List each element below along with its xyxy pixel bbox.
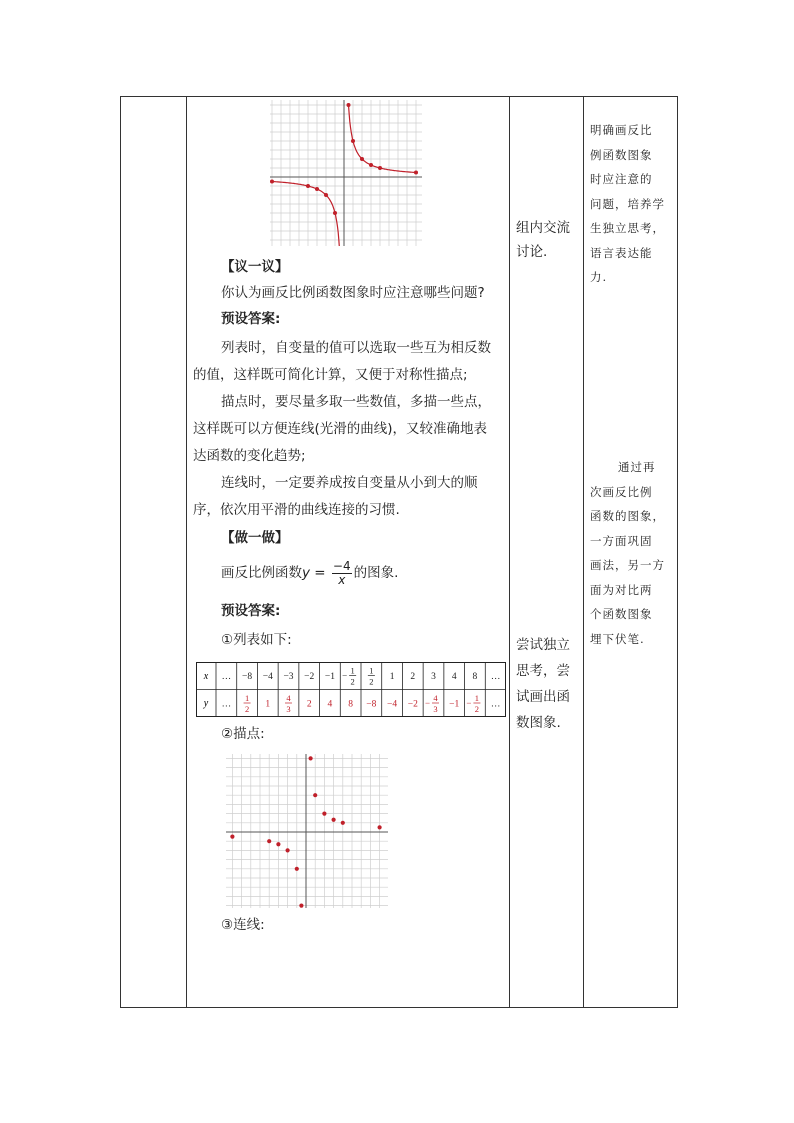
- plotted-point: [378, 825, 382, 829]
- discuss-p2-line2: 这样既可以方便连线(光滑的曲线)，又较准确地表: [193, 421, 488, 437]
- curve-point: [369, 163, 373, 167]
- table-cell: 1: [389, 672, 395, 682]
- discuss-question: 你认为画反比例函数图象时应注意哪些问题?: [221, 285, 485, 301]
- table-cell: 3: [431, 672, 436, 682]
- table-cell-num: 4: [433, 693, 438, 703]
- value-table-grid: [196, 662, 506, 717]
- table-cell: 8: [472, 672, 478, 682]
- plotted-point: [286, 848, 290, 852]
- design-intent-1-line6: 语言表达能: [590, 245, 653, 260]
- table-cell-num: 1: [369, 665, 374, 676]
- table-cell-num: 1: [474, 693, 480, 703]
- column-divider-2: [509, 96, 510, 1008]
- table-cell: 4: [327, 699, 333, 710]
- curve-point: [378, 166, 382, 170]
- table-cell: 2: [306, 699, 312, 710]
- discuss-p1-line2: 的值，这样既可简化计算，又便于对称性描点;: [193, 367, 468, 383]
- curve-point: [351, 139, 355, 143]
- table-cell-den: 3: [286, 704, 291, 714]
- do-task-numerator: −4: [332, 558, 351, 573]
- curve-point: [360, 157, 364, 161]
- table-cell-den: 3: [433, 704, 438, 714]
- plotted-point: [332, 818, 336, 822]
- student-activity-2-line1: 尝试独立: [516, 637, 570, 653]
- plotted-point: [309, 756, 313, 760]
- table-cell: …: [490, 672, 501, 682]
- table-cell: −4: [387, 699, 398, 710]
- do-answer-label: 预设答案:: [221, 603, 281, 619]
- design-intent-2: [590, 455, 674, 651]
- discuss-p2-line1: 描点时，要尽量多取一些数值，多描一些点，: [221, 394, 491, 410]
- table-cell: −8: [242, 672, 253, 682]
- do-heading: 【做一做】: [221, 530, 289, 546]
- table-cell: 4: [451, 672, 457, 682]
- student-activity-2: [516, 632, 580, 736]
- design-intent-2-line5: 画法，另一方: [590, 558, 665, 572]
- table-cell-num: 4: [286, 693, 291, 703]
- student-activity-1-line2: 讨论.: [516, 244, 548, 260]
- table-cell-sign: −: [424, 698, 431, 708]
- student-activity-2-line3: 试画出函: [516, 689, 570, 705]
- hyperbola-branch: [349, 105, 417, 173]
- discuss-p1-line1: 列表时，自变量的值可以选取一些互为相反数: [221, 340, 491, 356]
- table-cell: −8: [366, 699, 377, 710]
- design-intent-2-line3: 函数的图象，: [590, 509, 665, 523]
- table-x-label: x: [203, 671, 209, 682]
- curve-point: [315, 187, 319, 191]
- do-step3: ③连线:: [221, 917, 265, 933]
- design-intent-1-line1: 明确画反比: [590, 123, 653, 137]
- student-activity-1: [516, 216, 580, 264]
- table-cell: −1: [324, 672, 335, 682]
- plotted-point: [299, 904, 303, 908]
- hyperbola-graph-top: [270, 100, 422, 246]
- design-intent-1: [590, 118, 674, 290]
- column-divider-3: [583, 96, 584, 1008]
- table-cell: −2: [304, 672, 315, 682]
- table-cell: 2: [410, 672, 416, 682]
- table-cell-num: 1: [350, 665, 355, 676]
- plotted-point: [341, 821, 345, 825]
- plotted-point: [322, 812, 326, 816]
- table-cell: 8: [348, 699, 354, 710]
- table-cell-den: 2: [474, 704, 480, 714]
- table-cell-sign: −: [342, 670, 348, 681]
- table-cell-num: 1: [244, 693, 250, 703]
- design-intent-2-line1: 通过再: [618, 460, 656, 474]
- table-cell-den: 2: [350, 676, 355, 687]
- curve-point: [414, 171, 418, 175]
- design-intent-2-line8: 埋下伏笔.: [590, 631, 645, 646]
- table-cell: …: [221, 699, 232, 710]
- table-cell: 1: [265, 699, 271, 710]
- student-activity-2-line2: 思考，尝: [516, 663, 570, 679]
- design-intent-2-line2: 次画反比例: [590, 484, 653, 499]
- do-step2: ②描点:: [221, 726, 265, 742]
- design-intent-2-line6: 面为对比两: [590, 582, 653, 597]
- do-step1: ①列表如下:: [221, 632, 292, 648]
- value-table: [196, 662, 506, 717]
- table-cell: −3: [283, 672, 294, 682]
- curve-point: [324, 193, 328, 197]
- student-activity-2-line4: 数图象.: [516, 715, 561, 731]
- do-task: [221, 556, 398, 590]
- curve-point: [333, 211, 337, 215]
- design-intent-1-line5: 生独立思考，: [590, 221, 665, 235]
- discuss-p3-line1: 连线时，一定要养成按自变量从小到大的顺: [221, 475, 478, 491]
- discuss-p2-line3: 达函数的变化趋势;: [193, 448, 306, 464]
- design-intent-1-line2: 例函数图象: [590, 147, 653, 162]
- design-intent-1-line4: 问题，培养学: [590, 196, 665, 211]
- design-intent-1-line7: 力.: [590, 270, 608, 284]
- discuss-p3-line2: 序，依次用平滑的曲线连接的习惯.: [193, 502, 400, 518]
- table-cell-den: 2: [244, 704, 250, 714]
- table-cell: …: [490, 699, 501, 710]
- do-task-denominator: x: [338, 572, 346, 587]
- table-cell: −4: [262, 672, 273, 682]
- hyperbola-branch: [272, 182, 340, 247]
- student-activity-1-line1: 组内交流: [516, 220, 570, 236]
- plotted-point: [313, 793, 317, 797]
- plotted-point: [267, 839, 271, 843]
- curve-point: [347, 103, 351, 107]
- do-task-suffix: 的图象.: [353, 565, 399, 581]
- plotted-point: [276, 842, 280, 846]
- table-cell-den: 2: [369, 676, 374, 687]
- do-task-eq: =: [310, 565, 330, 581]
- table-y-label: y: [203, 698, 209, 709]
- table-cell: −2: [407, 699, 418, 710]
- design-intent-2-line7: 个函数图象: [590, 607, 653, 621]
- column-divider-1: [186, 96, 187, 1008]
- plotted-point: [295, 867, 299, 871]
- curve-point: [306, 184, 310, 188]
- table-cell: …: [221, 672, 232, 682]
- plotted-point: [230, 835, 234, 839]
- design-intent-1-line3: 时应注意的: [590, 172, 653, 186]
- discuss-heading: 【议一议】: [221, 259, 289, 275]
- discuss-answer-label: 预设答案:: [221, 311, 281, 327]
- curve-point: [270, 180, 274, 184]
- design-intent-2-line4: 一方面巩固: [590, 533, 653, 548]
- points-graph: [226, 754, 388, 908]
- do-task-fraction: [332, 560, 352, 587]
- table-cell: −1: [449, 699, 460, 710]
- do-task-prefix: 画反比例函数: [221, 565, 302, 581]
- table-cell-sign: −: [466, 698, 472, 708]
- do-task-var: y: [302, 565, 310, 581]
